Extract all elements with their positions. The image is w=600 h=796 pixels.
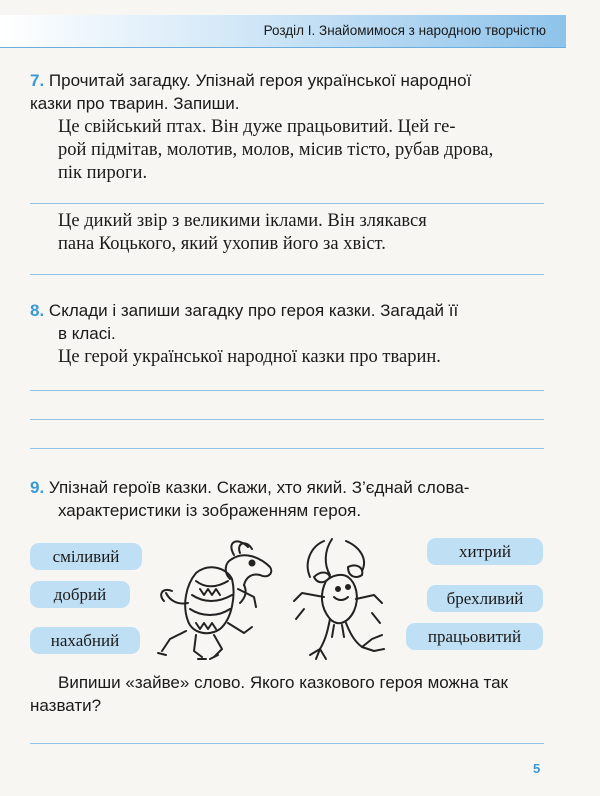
task8-instruction bbox=[30, 299, 550, 322]
answer-line[interactable] bbox=[30, 743, 544, 744]
task9-extra-line1: Випиши «зайве» слово. Якого казкового героя можна так bbox=[58, 673, 508, 692]
task7-number: 7. bbox=[30, 71, 45, 90]
word-hardworking[interactable]: працьовитий bbox=[406, 623, 543, 650]
riddle2 bbox=[58, 210, 545, 256]
task9-text-line1: Упізнай героїв казки. Скажи, хто який. З’єднай слова- bbox=[48, 478, 470, 497]
task7-text-line2: казки про тварин. Запиши. bbox=[30, 94, 240, 113]
riddle1 bbox=[58, 116, 545, 185]
task8-number: 8. bbox=[30, 301, 45, 320]
riddle2-line: Це дикий звір з великими іклами. Він злякався bbox=[58, 211, 427, 231]
section-title: Розділ І. Знайомимося з народною творчістю bbox=[263, 23, 546, 38]
page-number: 5 bbox=[533, 761, 541, 776]
answer-line[interactable] bbox=[30, 390, 544, 391]
answer-line[interactable] bbox=[30, 203, 544, 204]
task8-text-line1: Склади і запиши загадку про героя казки. Загадай її bbox=[48, 301, 459, 320]
riddle2-line: пана Коцького, який ухопив його за хвіст. bbox=[58, 234, 386, 254]
word-brave[interactable]: сміливий bbox=[30, 543, 142, 570]
word-kind[interactable]: добрий bbox=[30, 581, 130, 608]
goat-icon bbox=[152, 533, 282, 663]
task9-extra-line2: назвати? bbox=[30, 696, 102, 715]
answer-line[interactable] bbox=[30, 448, 544, 449]
task7-text-line1: Прочитай загадку. Упізнай героя української народної bbox=[48, 71, 472, 90]
answer-line[interactable] bbox=[30, 419, 544, 420]
riddle1-line: Це свійський птах. Він дуже працьовитий. Цей ге- bbox=[58, 117, 456, 137]
task8-text-line2: в класі. bbox=[58, 324, 116, 343]
task7-instruction bbox=[30, 69, 550, 92]
word-cunning[interactable]: хитрий bbox=[427, 538, 543, 565]
task9-number: 9. bbox=[30, 478, 45, 497]
task9-instruction bbox=[30, 476, 550, 499]
riddle1-line: рой підмітав, молотив, молов, місив тісто, рубав дрова, bbox=[58, 140, 494, 160]
answer-line[interactable] bbox=[30, 274, 544, 275]
crayfish-icon bbox=[290, 537, 390, 662]
task8-prompt: Це герой української народної казки про тварин. bbox=[58, 347, 441, 367]
word-lying[interactable]: брехливий bbox=[427, 585, 543, 612]
task9-text-line2: характеристики із зображенням героя. bbox=[58, 501, 362, 520]
section-header bbox=[0, 15, 566, 48]
riddle1-line: пік пироги. bbox=[58, 163, 148, 183]
word-impudent[interactable]: нахабний bbox=[30, 627, 140, 654]
